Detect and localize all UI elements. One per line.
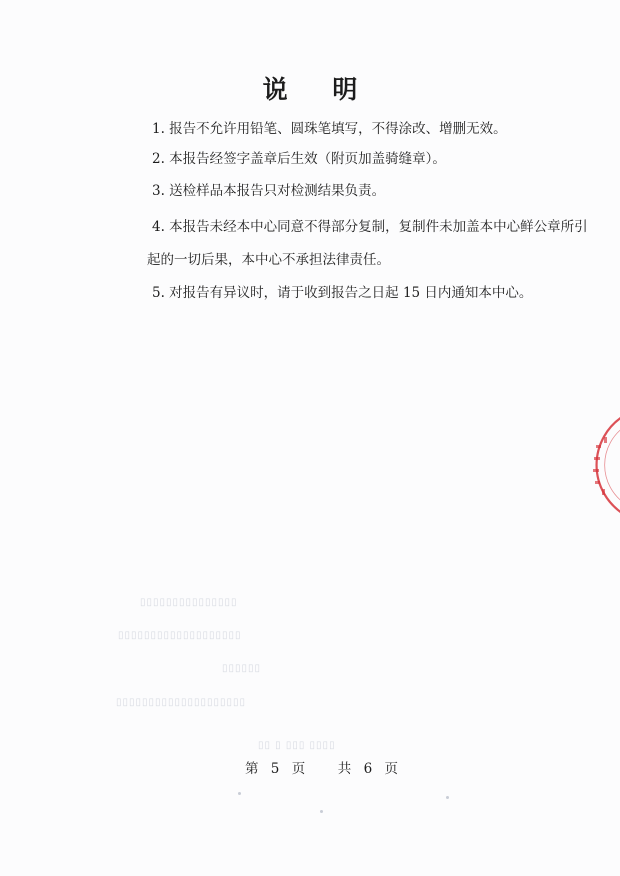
speck [446, 796, 449, 799]
note-1: 1. 报告不允许用铅笔、圆珠笔填写，不得涂改、增删无效。 [152, 121, 507, 137]
page-title: 说 明 [262, 75, 376, 104]
bleed-through-line: ▯▯▯▯▯▯▯▯▯▯▯▯▯▯▯ [140, 597, 238, 608]
total-prefix: 共 [337, 761, 352, 777]
seal-stamp-icon [586, 415, 620, 515]
total-unit: 页 [384, 761, 398, 777]
note-2: 2. 本报告经签字盖章后生效（附页加盖骑缝章）。 [152, 151, 446, 167]
speck [320, 810, 323, 813]
bleed-through-line: ▯▯ ▯ ▯▯▯ ▯▯▯▯ [258, 740, 336, 751]
total-pages: 6 [363, 761, 373, 777]
page-number: 5 [270, 761, 280, 777]
page-unit: 页 [291, 761, 306, 777]
note-3: 3. 送检样品本报告只对检测结果负责。 [152, 183, 386, 199]
speck [238, 792, 241, 795]
page-footer [245, 757, 398, 777]
bleed-through-line: ▯▯▯▯▯▯▯▯▯▯▯▯▯▯▯▯▯▯▯ [118, 630, 242, 641]
note-4-line-1: 4. 本报告未经本中心同意不得部分复制，复制件未加盖本中心鲜公章所引 [152, 219, 588, 235]
bleed-through-line: ▯▯▯▯▯▯▯▯▯▯▯▯▯▯▯▯▯▯▯▯ [116, 697, 247, 708]
note-4-line-2: 起的一切后果，本中心不承担法律责任。 [147, 252, 390, 268]
note-5: 5. 对报告有异议时，请于收到报告之日起 15 日内通知本中心。 [152, 285, 533, 301]
page-prefix: 第 [245, 761, 259, 777]
bleed-through-line: ▯▯▯▯▯▯ [222, 663, 262, 674]
